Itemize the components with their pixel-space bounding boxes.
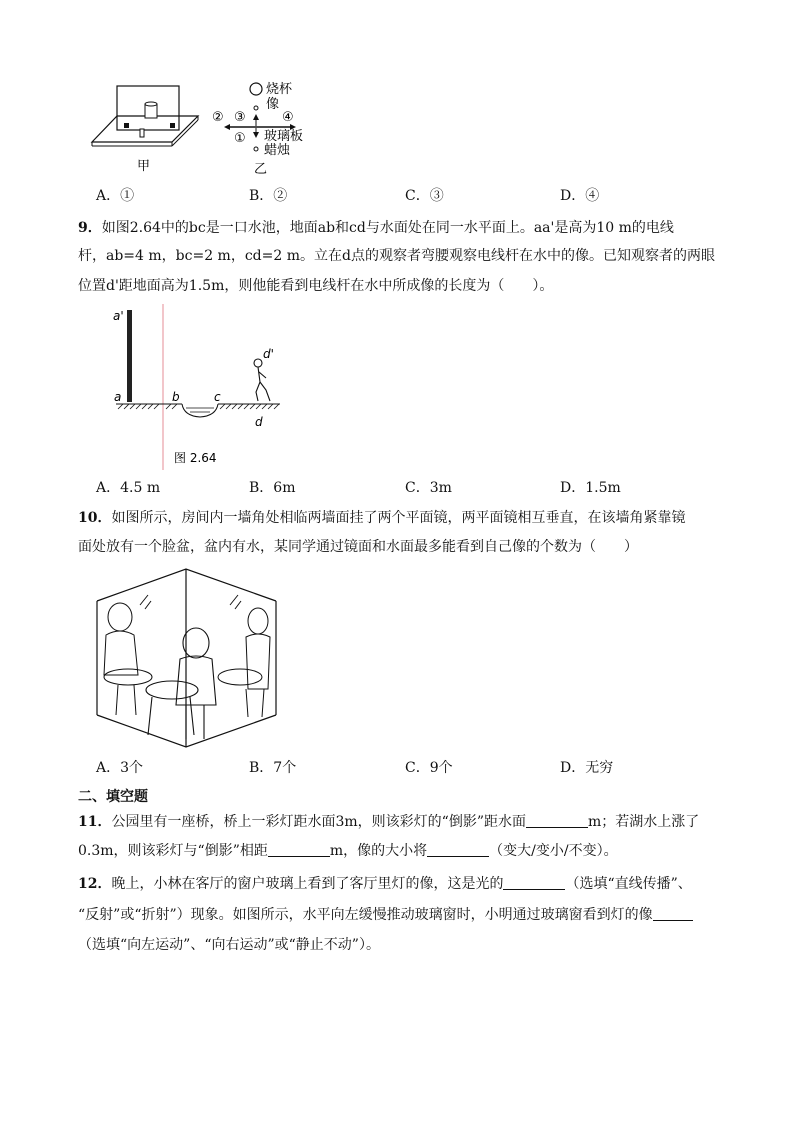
section-fill-in-title: 二、填空题 xyxy=(78,789,148,805)
figure-yi xyxy=(210,76,320,176)
q10-option-d[interactable]: D．无穷 xyxy=(560,760,614,776)
q8-option-d[interactable]: D．④ xyxy=(560,188,600,204)
q9-line-1: 9．如图2.64中的bc是一口水池，地面ab和cd与水面处在同一水平面上。aa'是高为10 m的电线 xyxy=(78,220,674,236)
figure-jia xyxy=(90,82,200,174)
figure-yi-label: 乙 xyxy=(254,162,268,176)
q11-blank-3[interactable] xyxy=(427,842,489,857)
observer-figure xyxy=(254,359,270,401)
beaker-label: 烧杯 xyxy=(266,82,293,97)
marker-2: ② xyxy=(212,110,224,125)
q10-option-a[interactable]: A．3个 xyxy=(96,760,144,776)
figure-caption: 图 2.64 xyxy=(174,451,217,465)
marker-3: ③ xyxy=(234,110,246,125)
q9-line-3: 位置d'距地面高为1.5m，则他能看到电线杆在水中所成像的长度为（ ）。 xyxy=(78,278,554,294)
glass-label: 玻璃板 xyxy=(264,129,304,144)
q9-option-d[interactable]: D．1.5m xyxy=(560,480,621,496)
q11-line-1: 11．公园里有一座桥，桥上一彩灯距水面3m，则该彩灯的“倒影”距水面 m；若湖水上涨了 xyxy=(78,814,700,830)
label-d: d xyxy=(255,415,263,429)
label-d-prime: d' xyxy=(263,347,274,361)
q9-option-b[interactable]: B．6m xyxy=(249,480,296,496)
marker-4: ④ xyxy=(282,110,294,125)
q12-blank-2[interactable] xyxy=(653,906,693,921)
q9-line-2: 杆，ab=4 m，bc=2 m，cd=2 m。立在d点的观察者弯腰观察电线杆在水中的像。已知观察者的两眼 xyxy=(78,248,715,264)
q10-line-1: 10．如图所示，房间内一墙角处相临两墙面挂了两个平面镜，两平面镜相互垂直，在该墙角紧靠镜 xyxy=(78,510,686,526)
student-figure xyxy=(146,628,216,739)
q10-option-b[interactable]: B．7个 xyxy=(249,760,297,776)
q12-line-3: （选填“向左运动”、“向右运动”或“静止不动”）。 xyxy=(78,937,380,953)
shine-marks xyxy=(140,595,241,609)
q9-number: 9． xyxy=(78,220,102,236)
candle-label: 蜡烛 xyxy=(264,143,291,158)
q8-option-c[interactable]: C．③ xyxy=(405,188,444,204)
q11-blank-2[interactable] xyxy=(268,842,330,857)
figure-mirror-corner xyxy=(90,565,300,750)
label-c: c xyxy=(214,390,221,404)
label-b: b xyxy=(172,390,180,404)
q11-line-2: 0.3m，则该彩灯与“倒影”相距 m，像的大小将 （变大/变小/不变）。 xyxy=(78,843,618,859)
q10-line-2: 面处放有一个脸盆，盆内有水，某同学通过镜面和水面最多能看到自己像的个数为（ ） xyxy=(78,539,638,555)
image-label: 像 xyxy=(266,97,280,112)
figure-2-64 xyxy=(100,300,300,472)
left-reflection xyxy=(104,603,152,715)
q10-option-c[interactable]: C．9个 xyxy=(405,760,453,776)
label-a-prime: a' xyxy=(113,309,124,323)
q12-line-1: 12．晚上，小林在客厅的窗户玻璃上看到了客厅里灯的像，这是光的 （选填“直线传播”、 xyxy=(78,876,692,892)
marker-1: ① xyxy=(234,131,246,146)
q9-option-a[interactable]: A．4.5 m xyxy=(96,480,161,496)
figure-jia-label: 甲 xyxy=(137,159,151,174)
q8-option-a[interactable]: A．① xyxy=(96,188,135,204)
q12-number: 12． xyxy=(78,876,112,892)
q8-option-b[interactable]: B．② xyxy=(249,188,288,204)
q10-number: 10． xyxy=(78,510,112,526)
q11-number: 11． xyxy=(78,814,112,830)
right-reflection xyxy=(218,608,270,717)
label-a: a xyxy=(114,390,122,404)
q12-line-2: “反射”或“折射”）现象。如图所示，水平向左缓慢推动玻璃窗时，小明通过玻璃窗看到灯的像 xyxy=(78,905,693,925)
q11-blank-1[interactable] xyxy=(526,813,588,828)
q12-blank-1[interactable] xyxy=(503,875,565,890)
q9-option-c[interactable]: C．3m xyxy=(405,480,452,496)
